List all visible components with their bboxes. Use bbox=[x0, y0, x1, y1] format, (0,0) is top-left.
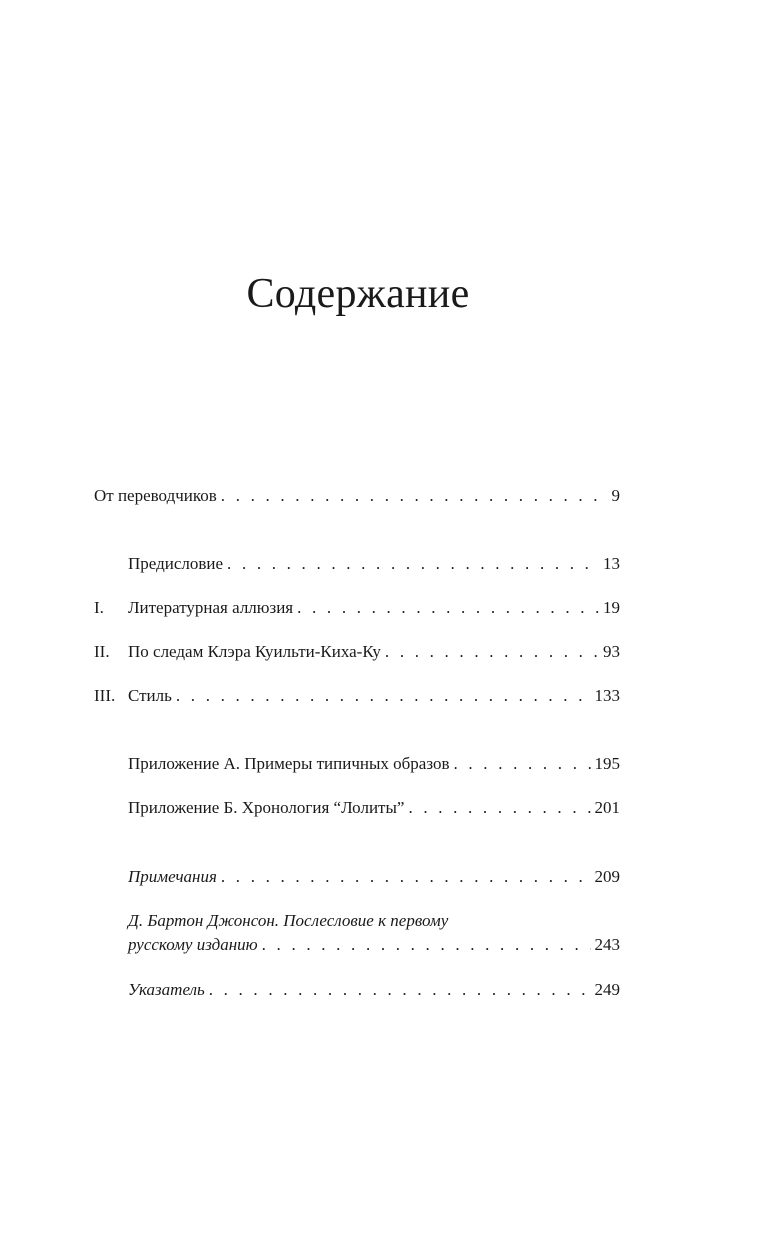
toc-page-number: 19 bbox=[603, 598, 620, 617]
toc-entry-number: III. bbox=[94, 686, 116, 705]
toc-entry-label: Указатель bbox=[128, 980, 205, 999]
toc-entry-number: I. bbox=[94, 598, 104, 617]
toc-entry-label-line1: Д. Бартон Джонсон. Послесловие к первому bbox=[128, 911, 449, 930]
toc-page-number: 9 bbox=[611, 486, 620, 505]
toc-entry-label: Приложение Б. Хронология “Лолиты” bbox=[128, 798, 405, 817]
leader-dots bbox=[408, 796, 590, 820]
toc-entry-appendix-b[interactable] bbox=[94, 796, 620, 820]
leader-dots bbox=[262, 933, 591, 957]
toc-entry-label: Литературная аллюзия bbox=[128, 598, 294, 617]
page-title: Содержание bbox=[246, 271, 470, 317]
toc-entry-label: Приложение А. Примеры типичных образов bbox=[128, 754, 450, 773]
leader-dots bbox=[297, 596, 599, 620]
toc-page-number: 209 bbox=[594, 867, 620, 886]
toc-entry-label: Стиль bbox=[128, 686, 172, 705]
toc-entry-chapter-3[interactable] bbox=[94, 684, 620, 708]
toc-entry-translators[interactable] bbox=[94, 484, 620, 508]
toc-entry-chapter-2[interactable] bbox=[94, 640, 620, 664]
toc-entry-afterword[interactable] bbox=[94, 909, 620, 957]
leader-dots bbox=[221, 865, 591, 889]
leader-dots bbox=[209, 978, 591, 1002]
leader-dots bbox=[454, 752, 591, 776]
leader-dots bbox=[385, 640, 599, 664]
toc-entry-label: Примечания bbox=[128, 867, 217, 886]
leader-dots bbox=[227, 552, 599, 576]
toc-page-number: 195 bbox=[594, 754, 620, 773]
toc-page-number: 243 bbox=[594, 935, 620, 954]
toc-page-number: 201 bbox=[594, 798, 620, 817]
toc-entry-number: II. bbox=[94, 642, 110, 661]
toc-entry-preface[interactable] bbox=[94, 552, 620, 576]
toc-page-number: 13 bbox=[603, 554, 620, 573]
toc-entry-label: Предисловие bbox=[128, 554, 224, 573]
toc-entry-chapter-1[interactable] bbox=[94, 596, 620, 620]
toc-entry-index[interactable] bbox=[94, 978, 620, 1002]
toc-entry-label: русскому изданию bbox=[128, 935, 258, 954]
toc-entry-label: От переводчиков bbox=[94, 486, 217, 505]
toc-entry-notes[interactable] bbox=[94, 865, 620, 889]
toc-entry-appendix-a[interactable] bbox=[94, 752, 620, 776]
toc-page-number: 249 bbox=[594, 980, 620, 999]
toc-page-number: 133 bbox=[594, 686, 620, 705]
leader-dots bbox=[176, 684, 591, 708]
toc-page-number: 93 bbox=[603, 642, 620, 661]
leader-dots bbox=[221, 484, 608, 508]
toc-entry-label: По следам Клэра Куильти-Киха-Ку bbox=[128, 642, 381, 661]
